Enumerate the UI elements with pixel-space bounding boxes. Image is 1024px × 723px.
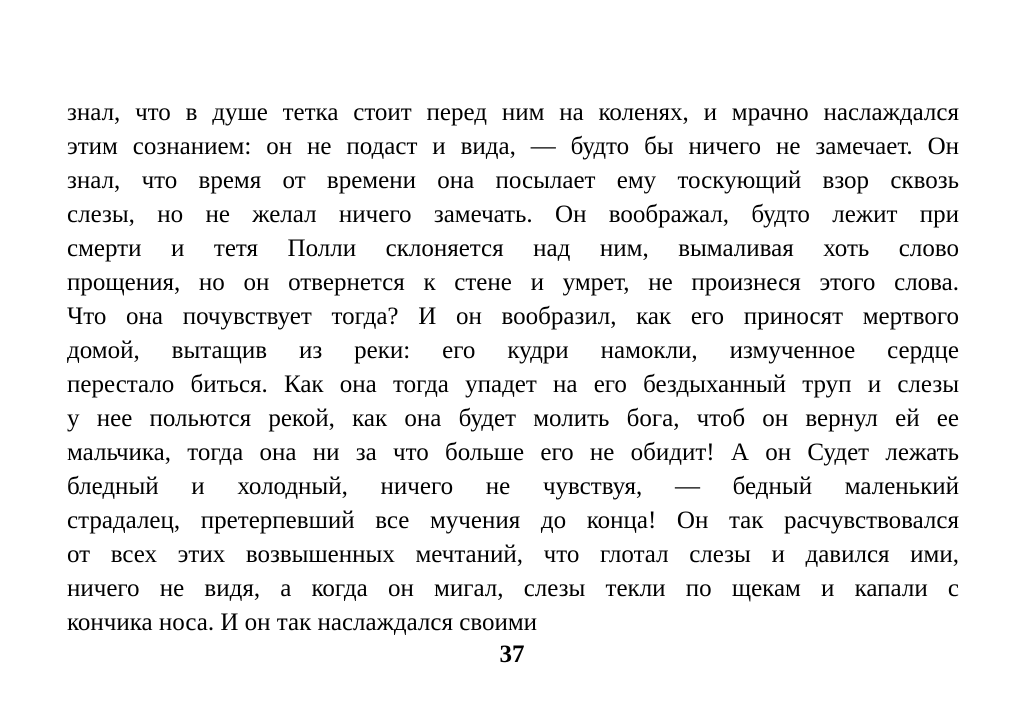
text-line: от всех этих возвышенных мечтаний, что глотал слезы и давился ими, (67, 541, 959, 568)
text-line: смерти и тетя Полли склоняется над ним, вымаливая хоть слово (67, 235, 959, 262)
text-line: знал, что в душе тетка стоит перед ним на коленях, и мрачно наслаждался (67, 99, 959, 126)
text-line: ничего не видя, а когда он мигал, слезы текли по щекам и капали с (67, 575, 959, 602)
text-line: мальчика, тогда она ни за что больше его не обидит! А он Судет лежать (67, 439, 959, 466)
text-line: прощения, но он отвернется к стене и умрет, не произнеся этого слова. (67, 269, 959, 296)
text-line: кончика носа. И он так наслаждался своими (67, 609, 538, 636)
text-line: знал, что время от времени она посылает ему тоскующий взор сквозь (67, 167, 959, 194)
text-line: перестало биться. Как она тогда упадет на его бездыханный труп и слезы (67, 371, 959, 398)
text-line: домой, вытащив из реки: его кудри намокли, измученное сердце (67, 337, 959, 364)
body-text (67, 96, 959, 640)
text-line: слезы, но не желал ничего замечать. Он воображал, будто лежит при (67, 201, 959, 228)
text-line: этим сознанием: он не подаст и вида, — будто бы ничего не замечает. Он (67, 133, 959, 160)
page-number: 37 (499, 641, 525, 668)
text-line: Что она почувствует тогда? И он вообразил, как его приносят мертвого (67, 303, 959, 330)
text-line: у нее польются рекой, как она будет молить бога, чтоб он вернул ей ее (67, 405, 959, 432)
text-line: страдалец, претерпевший все мучения до конца! Он так расчувствовался (67, 507, 959, 534)
text-line: бледный и холодный, ничего не чувствуя, — бедный маленький (67, 473, 959, 500)
